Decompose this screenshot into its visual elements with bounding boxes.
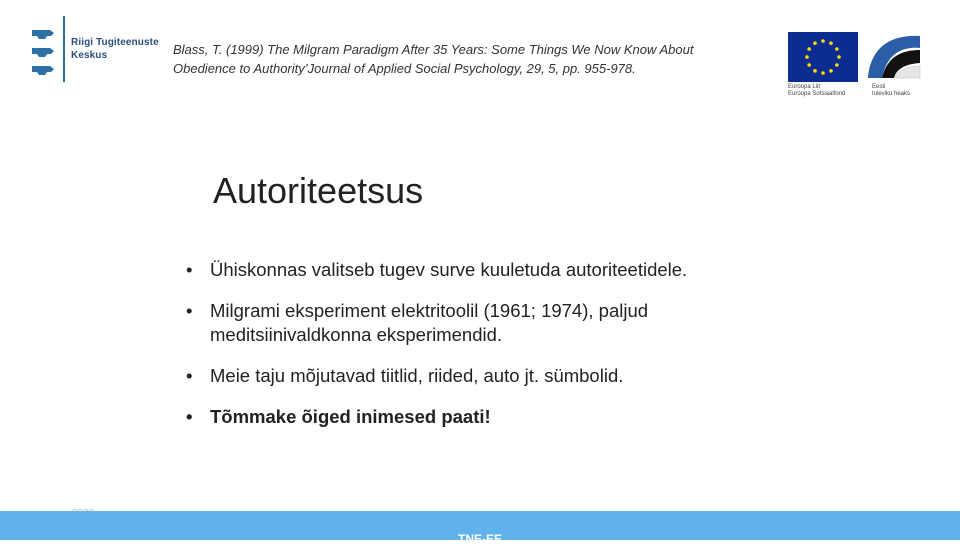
bullet-item xyxy=(186,299,806,347)
bullet-dot-icon: • xyxy=(186,259,193,280)
slide-title: Autoriteetsus xyxy=(213,170,424,211)
eu-star xyxy=(805,55,809,59)
eu-caption-line-1: Euroopa Liit xyxy=(788,84,821,90)
bullet-list xyxy=(186,258,806,446)
bullet-text: Meie taju mõjutavad tiitlid, riided, auto jt. sümbolid. xyxy=(210,365,624,386)
bullet-item xyxy=(186,364,806,388)
rtk-logo xyxy=(30,16,160,82)
eu-star xyxy=(807,63,811,67)
logo-divider xyxy=(63,16,65,82)
bullet-item xyxy=(186,258,806,282)
citation-line-1: Blass, T. (1999) The Milgram Paradigm After 35 Years: Some Things We Now Know About xyxy=(173,42,694,57)
ee-caption-line-1: Eesti xyxy=(872,84,886,90)
eu-star xyxy=(813,41,817,45)
eu-star xyxy=(813,69,817,73)
logo-text xyxy=(71,36,159,62)
ee-caption-line-2: tuleviku heaks xyxy=(872,91,911,97)
bullet-dot-icon: • xyxy=(186,406,193,427)
eu-star xyxy=(835,47,839,51)
eu-caption xyxy=(788,84,860,98)
eu-caption-line-2: Euroopa Sotsiaalfond xyxy=(788,91,846,97)
partner-logos xyxy=(786,28,936,106)
bullet-text: Tõmmake õiged inimesed paati! xyxy=(210,406,491,427)
eu-star xyxy=(821,71,825,75)
citation-line-2: Obedience to Authority’Journal of Applied Social Psychology, 29, 5, pp. 955-978. xyxy=(173,61,636,76)
eu-star xyxy=(829,69,833,73)
eesti-logo-icon xyxy=(864,30,922,84)
logo-text-line-2: Keskus xyxy=(71,50,108,61)
ee-caption xyxy=(872,84,932,98)
eu-flag-icon xyxy=(788,32,858,82)
bullet-dot-icon: • xyxy=(186,300,193,321)
eu-star xyxy=(837,55,841,59)
bullet-text: Milgrami eksperiment elektritoolil (1961; 1974), paljud meditsiinivaldkonna eksperimendid. xyxy=(210,300,649,345)
three-lions-icon xyxy=(30,26,56,82)
eu-star xyxy=(829,41,833,45)
bullet-dot-icon: • xyxy=(186,365,193,386)
eu-star xyxy=(835,63,839,67)
bullet-text: Ühiskonnas valitseb tugev surve kuuletuda autoriteetidele. xyxy=(210,259,688,280)
citation xyxy=(173,40,773,78)
logo-text-line-1: Riigi Tugiteenuste xyxy=(71,37,159,48)
footer-bar-text: TNE-EE xyxy=(458,532,503,546)
eu-star xyxy=(821,39,825,43)
bullet-item xyxy=(186,405,806,429)
eu-star xyxy=(807,47,811,51)
